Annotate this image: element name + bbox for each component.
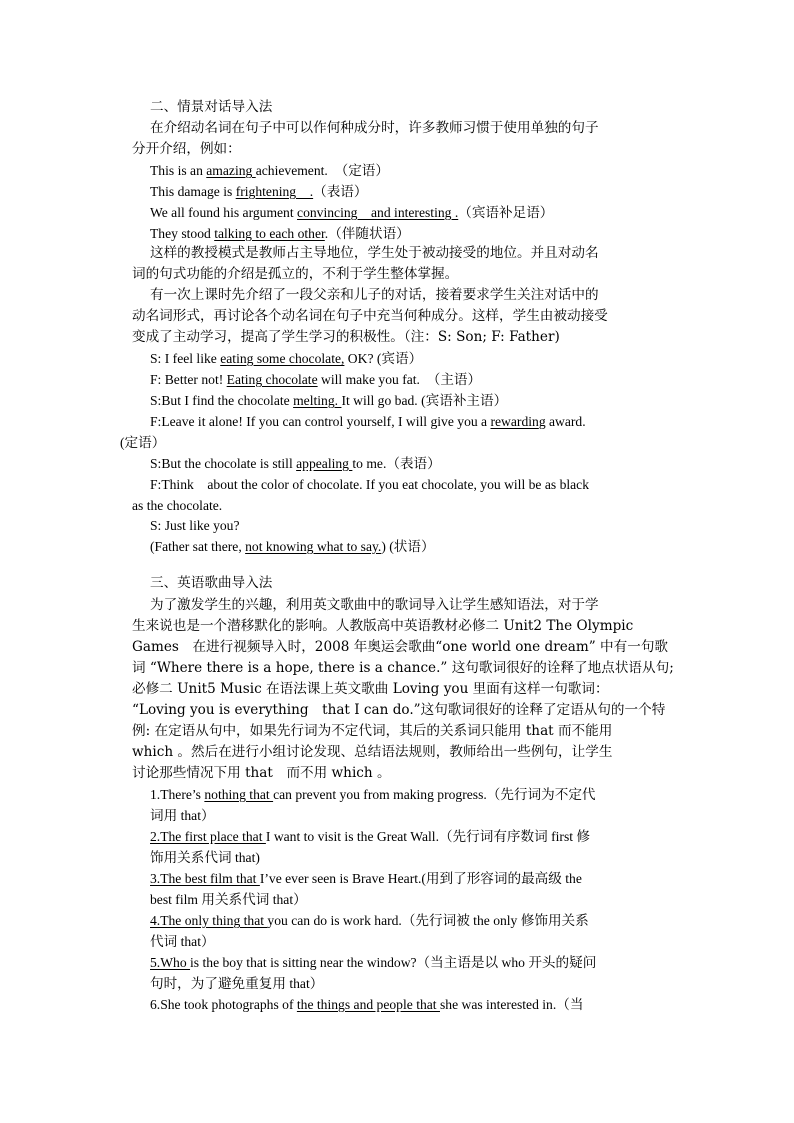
section-heading: 三、英语歌曲导入法 [150,575,273,591]
list-item: 5.Who is the boy that is sitting near the window?（当主语是以 who 开头的疑问 [150,955,597,970]
dialog-line: (定语） [120,435,166,450]
dialog-line: F:Think about the color of chocolate. If you eat chocolate, you will be as black [150,477,590,492]
list-item-continuation: 代词 that） [150,934,215,949]
list-item: 2.The first place that I want to visit is the Great Wall.（先行词有序数词 first 修 [150,829,591,844]
section-heading: 二、情景对话导入法 [150,99,273,115]
dialog-line: S:But the chocolate is still appealing to me.（表语） [150,456,441,471]
list-item: 1.There’s nothing that can prevent you from making progress.（先行词为不定代 [150,787,596,802]
paragraph-line: 词 “Where there is a hope, there is a chance.” 这句歌词很好的诠释了地点状语从句; [132,660,674,676]
paragraph-line: 例: 在定语从句中，如果先行词为不定代词，其后的关系词只能用 that 而不能用 [132,723,613,739]
dialog-line: S: Just like you? [150,518,240,533]
list-item-continuation: 饰用关系代词 that) [150,850,260,865]
paragraph-line: 在介绍动名词在句子中可以作何种成分时，许多教师习惯于使用单独的句子 [150,120,599,136]
list-item: 3.The best film that I’ve ever seen is Brave Heart.(用到了形容词的最高级 the [150,871,582,886]
dialog-line: S: I feel like eating some chocolate, OK? (宾语） [150,351,423,366]
paragraph-line: 这样的教授模式是教师占主导地位，学生处于被动接受的地位。并且对动名 [150,245,599,261]
dialog-line: (Father sat there, not knowing what to say.) (状语） [150,539,435,554]
list-item-continuation: 句时，为了避免重复用 that） [150,976,324,991]
paragraph-line: 分开介绍，例如： [132,141,241,157]
paragraph-line: “Loving you is everything that I can do.”这句歌词很好的诠释了定语从句的一个特 [132,702,666,718]
paragraph-line: 生来说也是一个潜移默化的影响。人教版高中英语教材必修二 Unit2 The Olympic [132,618,634,634]
dialog-line: as the chocolate. [132,498,223,513]
dialog-line: F: Better not! Eating chocolate will make you fat. （主语） [150,372,482,387]
dialog-line: S:But I find the chocolate melting. It will go bad. (宾语补主语） [150,393,508,408]
example-sentence: This damage is frightening .（表语） [150,184,368,199]
paragraph-line: 必修二 Unit5 Music 在语法课上英文歌曲 Loving you 里面有这样一句歌词： [132,681,609,697]
example-sentence: We all found his argument convincing and interesting .（宾语补足语） [150,205,554,220]
list-item: 6.She took photographs of the things and people that she was interested in.（当 [150,997,584,1012]
paragraph-line: which 。然后在进行小组讨论发现、总结语法规则，教师给出一些例句，让学生 [132,744,613,760]
paragraph-line: 讨论那些情况下用 that 而不用 which 。 [132,765,391,781]
paragraph-line: 动名词形式，再讨论各个动名词在句子中充当何种成分。这样，学生由被动接受 [132,308,608,324]
list-item-continuation: best film 用关系代词 that） [150,892,307,907]
dialog-line: F:Leave it alone! If you can control yourself, I will give you a rewarding award. [150,414,586,429]
paragraph-line: 有一次上课时先介绍了一段父亲和儿子的对话，接着要求学生关注对话中的 [150,287,599,303]
list-item-continuation: 词用 that） [150,808,215,823]
list-item: 4.The only thing that you can do is work hard.（先行词被 the only 修饰用关系 [150,913,589,928]
paragraph-line: Games 在进行视频导入时，2008 年奥运会歌曲“one world one dream” 中有一句歌 [132,639,669,655]
paragraph-line: 变成了主动学习，提高了学生学习的积极性。（注：S: Son; F: Father) [132,329,560,345]
example-sentence: They stood talking to each other.（伴随状语） [150,226,410,241]
paragraph-line: 词的句式功能的介绍是孤立的，不利于学生整体掌握。 [132,266,459,282]
example-sentence: This is an amazing achievement. （定语） [150,163,389,178]
paragraph-line: 为了激发学生的兴趣，利用英文歌曲中的歌词导入让学生感知语法，对于学 [150,597,599,613]
